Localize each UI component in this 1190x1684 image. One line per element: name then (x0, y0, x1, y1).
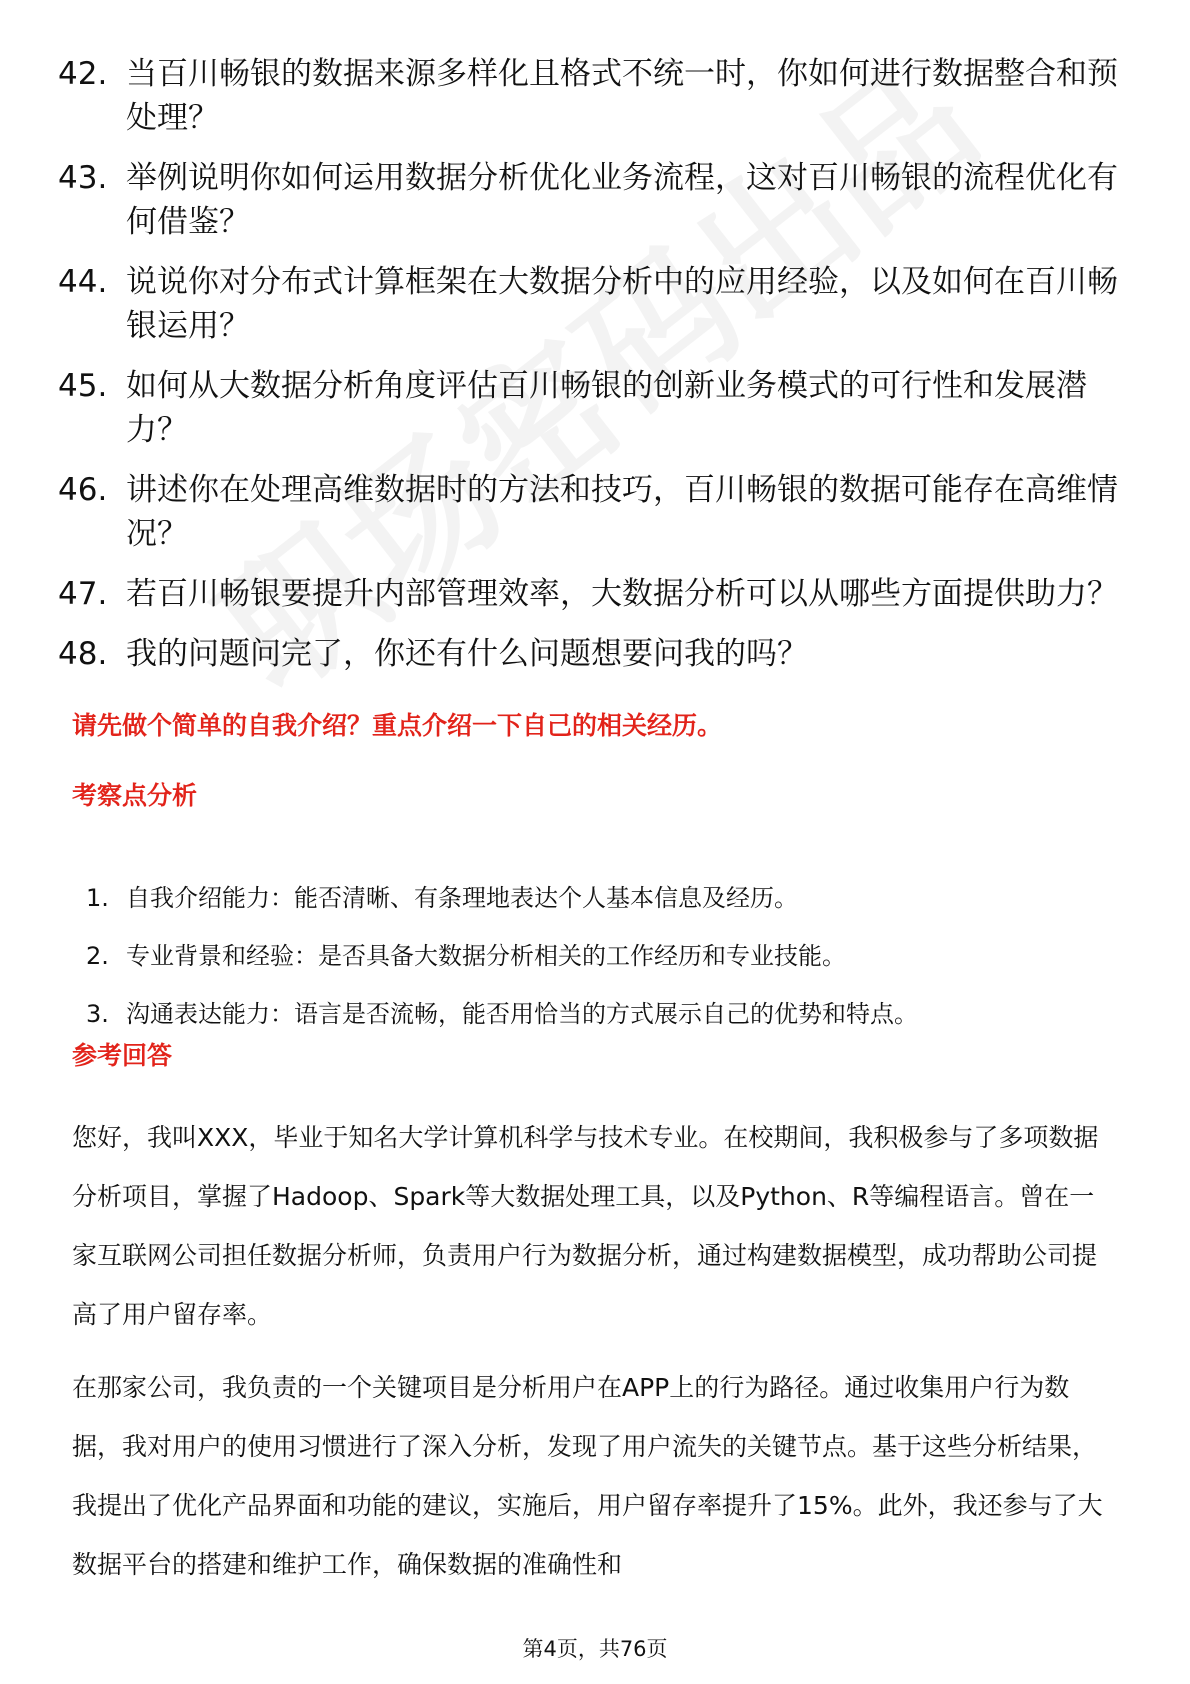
analysis-point (86, 880, 918, 916)
analysis-heading: 考察点分析 (72, 781, 198, 810)
section-question-title: 请先做个简单的自我介绍？重点介绍一下自己的相关经历。 (72, 711, 723, 740)
question-text: 当百川畅银的数据来源多样化且格式不统一时，你如何进行数据整合和预处理？ (126, 56, 1118, 136)
question-item (58, 572, 1118, 616)
question-item (58, 632, 1118, 676)
question-text: 我的问题问完了，你还有什么问题想要问我的吗？ (126, 636, 808, 672)
question-text: 说说你对分布式计算框架在大数据分析中的应用经验，以及如何在百川畅银运用？ (126, 264, 1118, 344)
analysis-point-text: 专业背景和经验：是否具备大数据分析相关的工作经历和专业技能。 (126, 942, 846, 970)
answer-paragraph: 在那家公司，我负责的一个关键项目是分析用户在APP上的行为路径。通过收集用户行为数据，我对用户的使用习惯进行了深入分析，发现了用户流失的关键节点。基于这些分析结果，我提出了优化产品界面和功能的建议，实施后，用户留存率提升了15%。此外，我还参与了大数据平台的搭建和维护工作，确保数据的准确性和 (72, 1373, 1103, 1579)
question-text: 举例说明你如何运用数据分析优化业务流程，这对百川畅银的流程优化有何借鉴？ (126, 160, 1118, 240)
analysis-point-number: 3. (86, 1000, 109, 1028)
question-number: 48. (58, 636, 108, 672)
question-number: 42. (58, 56, 108, 92)
analysis-point-list (86, 880, 918, 1054)
question-number: 45. (58, 368, 108, 404)
page-footer: 第4页，共76页 (522, 1637, 668, 1661)
question-text: 如何从大数据分析角度评估百川畅银的创新业务模式的可行性和发展潜力？ (126, 368, 1087, 448)
question-list (58, 52, 1118, 692)
question-number: 44. (58, 264, 108, 300)
question-number: 43. (58, 160, 108, 196)
question-number: 47. (58, 576, 108, 612)
question-item (58, 260, 1118, 348)
analysis-point-number: 1. (86, 884, 109, 912)
analysis-point (86, 996, 918, 1032)
question-item (58, 364, 1118, 452)
question-item (58, 156, 1118, 244)
analysis-point-text: 沟通表达能力：语言是否流畅，能否用恰当的方式展示自己的优势和特点。 (126, 1000, 918, 1028)
question-text: 若百川畅银要提升内部管理效率，大数据分析可以从哪些方面提供助力？ (126, 576, 1118, 612)
question-item (58, 468, 1118, 556)
analysis-point-text: 自我介绍能力：能否清晰、有条理地表达个人基本信息及经历。 (126, 884, 798, 912)
answer-paragraph: 您好，我叫XXX，毕业于知名大学计算机科学与技术专业。在校期间，我积极参与了多项数据分析项目，掌握了Hadoop、Spark等大数据处理工具，以及Python、R等编程语言。曾在一家互联网公司担任数据分析师，负责用户行为数据分析，通过构建数据模型，成功帮助公司提高了用户留存率。 (72, 1123, 1099, 1329)
question-item (58, 52, 1118, 140)
question-text: 讲述你在处理高维数据时的方法和技巧，百川畅银的数据可能存在高维情况？ (126, 472, 1118, 552)
answer-heading: 参考回答 (72, 1041, 173, 1070)
analysis-point-number: 2. (86, 942, 109, 970)
question-number: 46. (58, 472, 108, 508)
analysis-point (86, 938, 918, 974)
